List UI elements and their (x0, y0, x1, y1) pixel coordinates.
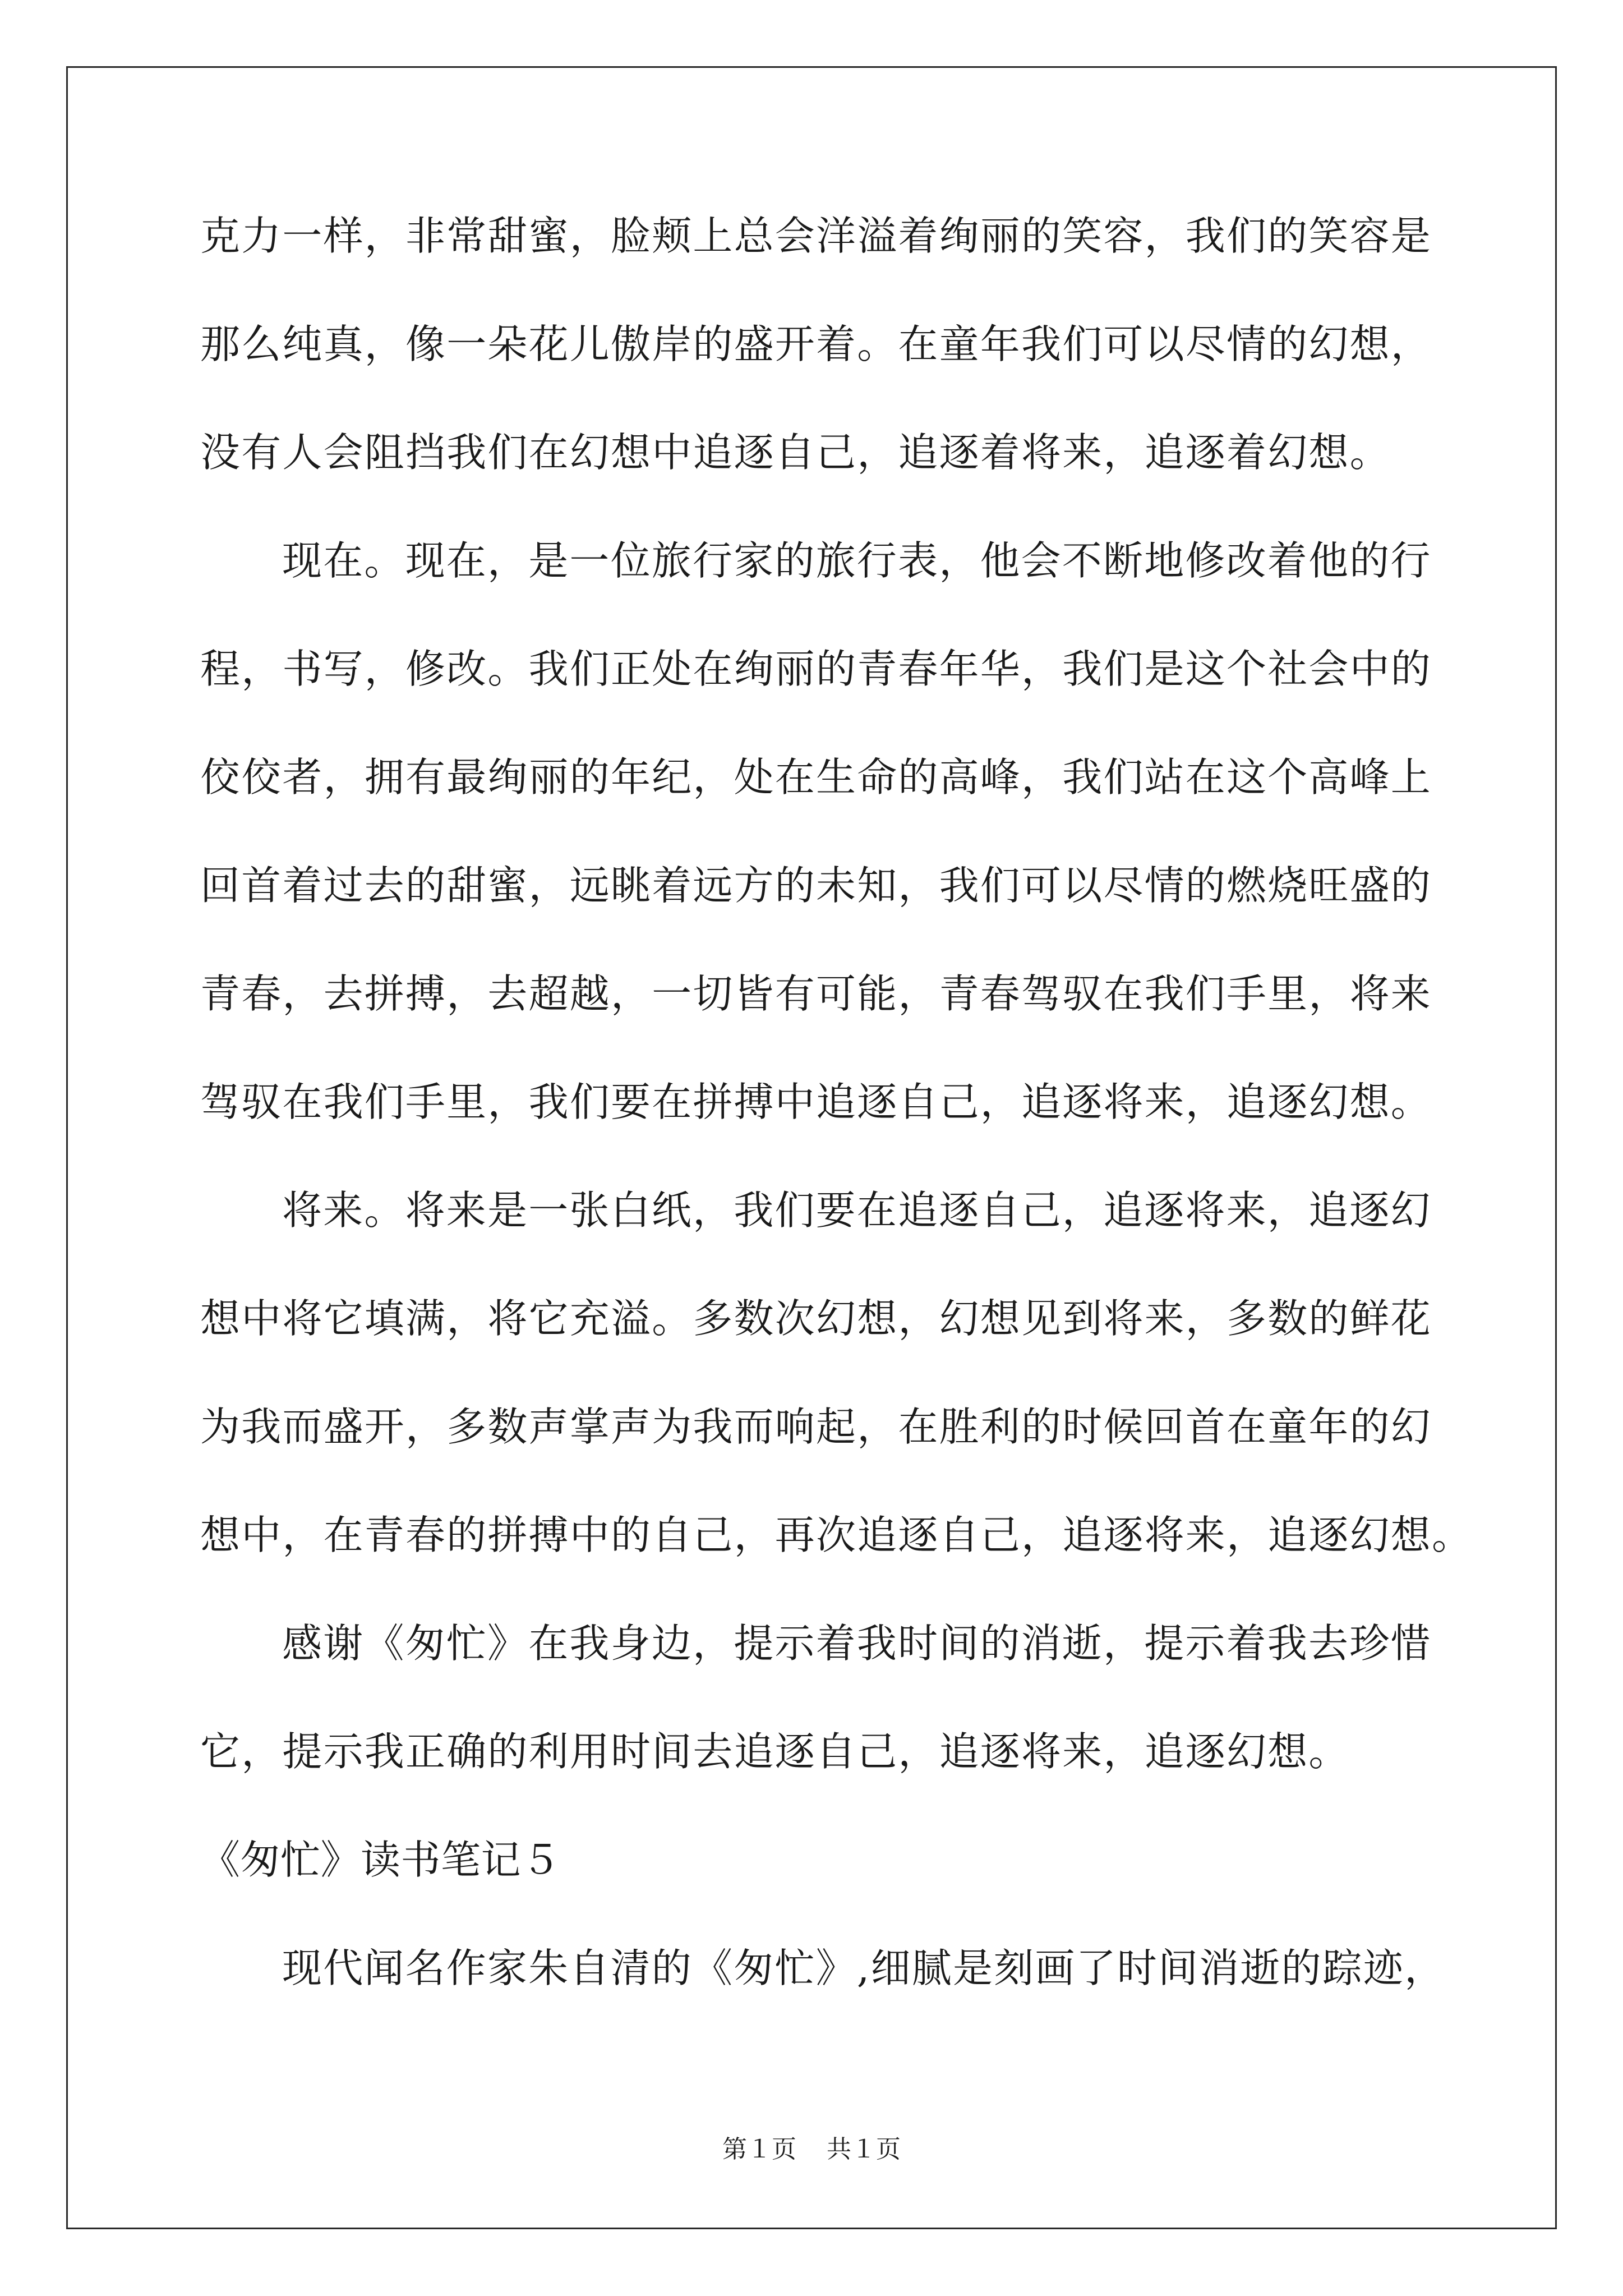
paragraph-first-line: 现代闻名作家朱自清的《匆忙》,细腻是刻画了时间消逝的踪迹， (282, 1945, 1446, 1991)
body-line: 程，书写，修改。我们正处在绚丽的青春年华，我们是这个社会中的 (200, 646, 1432, 692)
body-line: 青春，去拼搏，去超越，一切皆有可能，青春驾驭在我们手里，将来 (200, 970, 1432, 1017)
section-heading: 《匆忙》读书笔记５ (200, 1837, 561, 1883)
body-line: 没有人会阻挡我们在幻想中追逐自己，追逐着将来，追逐着幻想。 (200, 429, 1391, 476)
page-footer (0, 2137, 1623, 2162)
body-line: 驾驭在我们手里，我们要在拼搏中追逐自己，追逐将来，追逐幻想。 (200, 1079, 1432, 1125)
document-body (200, 213, 1473, 2056)
body-line: 克力一样，非常甜蜜，脸颊上总会洋溢着绚丽的笑容，我们的笑容是 (200, 213, 1432, 259)
body-line: 想中，在青春的拼搏中的自己，再次追逐自己，追逐将来，追逐幻想。 (200, 1512, 1473, 1558)
body-line: 想中将它填满，将它充溢。多数次幻想，幻想见到将来，多数的鲜花 (200, 1295, 1432, 1342)
body-line: 为我而盛开，多数声掌声为我而响起，在胜利的时候回首在童年的幻 (200, 1404, 1432, 1450)
paragraph-first-line: 将来。将来是一张白纸，我们要在追逐自己，追逐将来，追逐幻 (282, 1187, 1432, 1234)
page-number-current: 第１页 (722, 2135, 796, 2164)
paragraph-first-line: 感谢《匆忙》在我身边，提示着我时间的消逝，提示着我去珍惜 (282, 1620, 1432, 1667)
body-line: 那么纯真，像一朵花儿傲岸的盛开着。在童年我们可以尽情的幻想， (200, 321, 1432, 367)
body-line: 回首着过去的甜蜜，远眺着远方的未知，我们可以尽情的燃烧旺盛的 (200, 862, 1432, 909)
page-number-total: 共１页 (827, 2135, 901, 2164)
body-line: 佼佼者，拥有最绚丽的年纪，处在生命的高峰，我们站在这个高峰上 (200, 754, 1432, 800)
paragraph-first-line: 现在。现在，是一位旅行家的旅行表，他会不断地修改着他的行 (282, 537, 1432, 584)
body-line: 它，提示我正确的利用时间去追逐自己，追逐将来，追逐幻想。 (200, 1728, 1350, 1775)
